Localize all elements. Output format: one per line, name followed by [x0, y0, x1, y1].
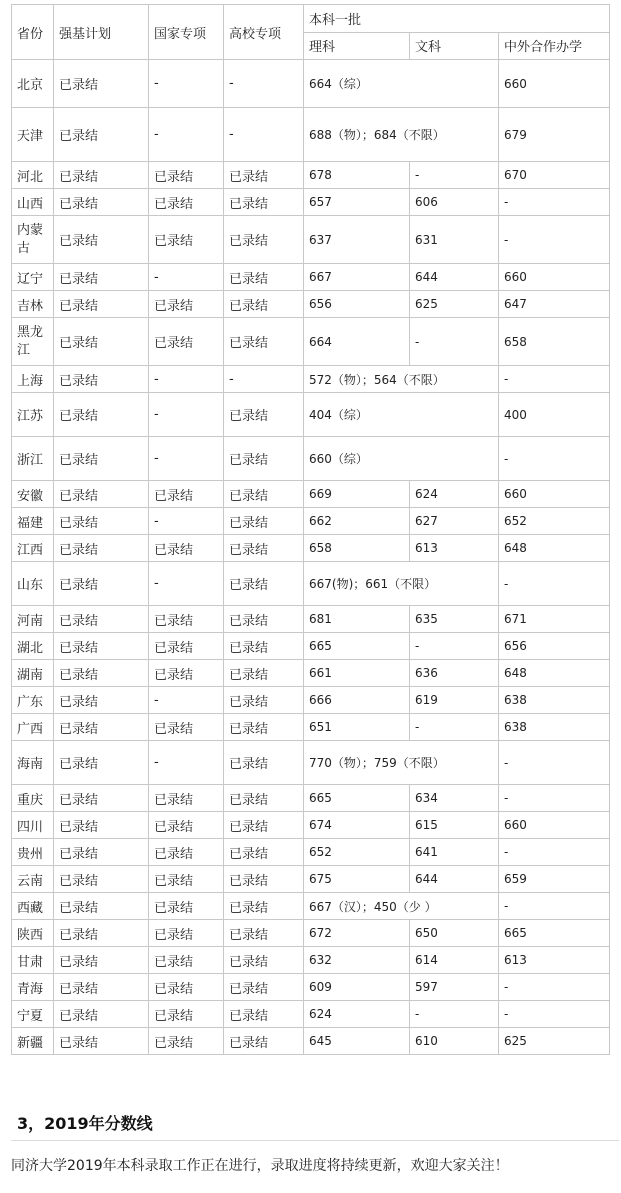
gaoxiao-status-cell: 已录结 — [224, 633, 304, 660]
header-gaoxiao: 高校专项 — [224, 5, 304, 60]
province-cell: 上海 — [12, 366, 54, 393]
zhongwai-score-cell: - — [499, 562, 610, 606]
table-body — [12, 60, 610, 1055]
guojia-status-cell: 已录结 — [149, 216, 224, 264]
province-cell: 山东 — [12, 562, 54, 606]
province-cell: 山西 — [12, 189, 54, 216]
table-row — [12, 318, 610, 366]
gaoxiao-status-cell: 已录结 — [224, 508, 304, 535]
section-divider — [11, 1140, 619, 1141]
qiangji-status-cell: 已录结 — [54, 1001, 149, 1028]
gaoxiao-status-cell: 已录结 — [224, 1001, 304, 1028]
table-row — [12, 437, 610, 481]
like-score-cell: 674 — [304, 812, 410, 839]
zhongwai-score-cell: 652 — [499, 508, 610, 535]
wenke-score-cell: 624 — [410, 481, 499, 508]
table-row — [12, 108, 610, 162]
province-cell: 浙江 — [12, 437, 54, 481]
header-qiangji: 强基计划 — [54, 5, 149, 60]
wenke-score-cell: 627 — [410, 508, 499, 535]
table-row — [12, 839, 610, 866]
guojia-status-cell: 已录结 — [149, 839, 224, 866]
combined-score-cell: 770（物）；759（不限） — [304, 741, 499, 785]
wenke-score-cell: - — [410, 1001, 499, 1028]
guojia-status-cell: 已录结 — [149, 785, 224, 812]
zhongwai-score-cell: - — [499, 839, 610, 866]
qiangji-status-cell: 已录结 — [54, 437, 149, 481]
guojia-status-cell: 已录结 — [149, 1028, 224, 1055]
zhongwai-score-cell: - — [499, 437, 610, 481]
like-score-cell: 656 — [304, 291, 410, 318]
like-score-cell: 651 — [304, 714, 410, 741]
province-cell: 江苏 — [12, 393, 54, 437]
wenke-score-cell: - — [410, 633, 499, 660]
wenke-score-cell: 606 — [410, 189, 499, 216]
guojia-status-cell: 已录结 — [149, 535, 224, 562]
header-guojia: 国家专项 — [149, 5, 224, 60]
qiangji-status-cell: 已录结 — [54, 162, 149, 189]
zhongwai-score-cell: 625 — [499, 1028, 610, 1055]
like-score-cell: 667 — [304, 264, 410, 291]
gaoxiao-status-cell: 已录结 — [224, 291, 304, 318]
zhongwai-score-cell: 660 — [499, 481, 610, 508]
qiangji-status-cell: 已录结 — [54, 1028, 149, 1055]
guojia-status-cell: 已录结 — [149, 291, 224, 318]
zhongwai-score-cell: 648 — [499, 660, 610, 687]
guojia-status-cell: 已录结 — [149, 714, 224, 741]
zhongwai-score-cell: 671 — [499, 606, 610, 633]
guojia-status-cell: - — [149, 366, 224, 393]
province-cell: 天津 — [12, 108, 54, 162]
like-score-cell: 624 — [304, 1001, 410, 1028]
table-row — [12, 606, 610, 633]
gaoxiao-status-cell: 已录结 — [224, 264, 304, 291]
qiangji-status-cell: 已录结 — [54, 785, 149, 812]
qiangji-status-cell: 已录结 — [54, 216, 149, 264]
like-score-cell: 665 — [304, 633, 410, 660]
header-benke-group: 本科一批 — [304, 5, 610, 33]
province-cell: 广东 — [12, 687, 54, 714]
province-cell: 四川 — [12, 812, 54, 839]
zhongwai-score-cell: - — [499, 216, 610, 264]
qiangji-status-cell: 已录结 — [54, 741, 149, 785]
wenke-score-cell: - — [410, 162, 499, 189]
table-row — [12, 481, 610, 508]
qiangji-status-cell: 已录结 — [54, 866, 149, 893]
like-score-cell: 666 — [304, 687, 410, 714]
qiangji-status-cell: 已录结 — [54, 920, 149, 947]
combined-score-cell: 688（物）；684（不限） — [304, 108, 499, 162]
guojia-status-cell: - — [149, 741, 224, 785]
province-cell: 新疆 — [12, 1028, 54, 1055]
gaoxiao-status-cell: 已录结 — [224, 216, 304, 264]
gaoxiao-status-cell: 已录结 — [224, 189, 304, 216]
province-cell: 甘肃 — [12, 947, 54, 974]
wenke-score-cell: 625 — [410, 291, 499, 318]
wenke-score-cell: 619 — [410, 687, 499, 714]
qiangji-status-cell: 已录结 — [54, 687, 149, 714]
gaoxiao-status-cell: 已录结 — [224, 660, 304, 687]
like-score-cell: 675 — [304, 866, 410, 893]
gaoxiao-status-cell: 已录结 — [224, 162, 304, 189]
table-row — [12, 162, 610, 189]
province-cell: 北京 — [12, 60, 54, 108]
province-cell: 内蒙古 — [12, 216, 54, 264]
guojia-status-cell: - — [149, 108, 224, 162]
table-row — [12, 366, 610, 393]
zhongwai-score-cell: 660 — [499, 264, 610, 291]
table-row — [12, 291, 610, 318]
table-row — [12, 714, 610, 741]
gaoxiao-status-cell: - — [224, 60, 304, 108]
gaoxiao-status-cell: 已录结 — [224, 318, 304, 366]
like-score-cell: 632 — [304, 947, 410, 974]
guojia-status-cell: 已录结 — [149, 660, 224, 687]
gaoxiao-status-cell: 已录结 — [224, 1028, 304, 1055]
guojia-status-cell: - — [149, 687, 224, 714]
table-row — [12, 866, 610, 893]
guojia-status-cell: 已录结 — [149, 1001, 224, 1028]
province-cell: 重庆 — [12, 785, 54, 812]
zhongwai-score-cell: 647 — [499, 291, 610, 318]
province-cell: 福建 — [12, 508, 54, 535]
zhongwai-score-cell: 648 — [499, 535, 610, 562]
combined-score-cell: 667（汉）；450（少 ） — [304, 893, 499, 920]
table-row — [12, 947, 610, 974]
table-row — [12, 974, 610, 1001]
table-row — [12, 393, 610, 437]
table-row — [12, 508, 610, 535]
wenke-score-cell: 631 — [410, 216, 499, 264]
wenke-score-cell: 613 — [410, 535, 499, 562]
like-score-cell: 657 — [304, 189, 410, 216]
qiangji-status-cell: 已录结 — [54, 714, 149, 741]
zhongwai-score-cell: - — [499, 741, 610, 785]
zhongwai-score-cell: - — [499, 893, 610, 920]
gaoxiao-status-cell: - — [224, 108, 304, 162]
table-row — [12, 812, 610, 839]
like-score-cell: 672 — [304, 920, 410, 947]
province-cell: 安徽 — [12, 481, 54, 508]
gaoxiao-status-cell: 已录结 — [224, 947, 304, 974]
table-row — [12, 660, 610, 687]
qiangji-status-cell: 已录结 — [54, 508, 149, 535]
province-cell: 陕西 — [12, 920, 54, 947]
like-score-cell: 645 — [304, 1028, 410, 1055]
table-row — [12, 1001, 610, 1028]
guojia-status-cell: 已录结 — [149, 920, 224, 947]
gaoxiao-status-cell: 已录结 — [224, 920, 304, 947]
table-row — [12, 216, 610, 264]
qiangji-status-cell: 已录结 — [54, 812, 149, 839]
table-row — [12, 741, 610, 785]
qiangji-status-cell: 已录结 — [54, 393, 149, 437]
gaoxiao-status-cell: 已录结 — [224, 714, 304, 741]
wenke-score-cell: 614 — [410, 947, 499, 974]
zhongwai-score-cell: - — [499, 189, 610, 216]
province-cell: 吉林 — [12, 291, 54, 318]
table-row — [12, 633, 610, 660]
combined-score-cell: 664（综） — [304, 60, 499, 108]
gaoxiao-status-cell: 已录结 — [224, 481, 304, 508]
zhongwai-score-cell: 660 — [499, 812, 610, 839]
gaoxiao-status-cell: 已录结 — [224, 893, 304, 920]
table-row — [12, 60, 610, 108]
gaoxiao-status-cell: 已录结 — [224, 687, 304, 714]
like-score-cell: 678 — [304, 162, 410, 189]
wenke-score-cell: 641 — [410, 839, 499, 866]
qiangji-status-cell: 已录结 — [54, 60, 149, 108]
guojia-status-cell: 已录结 — [149, 866, 224, 893]
header-wenke: 文科 — [410, 32, 499, 60]
guojia-status-cell: - — [149, 562, 224, 606]
table-row — [12, 189, 610, 216]
zhongwai-score-cell: - — [499, 974, 610, 1001]
gaoxiao-status-cell: 已录结 — [224, 785, 304, 812]
wenke-score-cell: - — [410, 714, 499, 741]
qiangji-status-cell: 已录结 — [54, 189, 149, 216]
like-score-cell: 652 — [304, 839, 410, 866]
gaoxiao-status-cell: 已录结 — [224, 866, 304, 893]
zhongwai-score-cell: 400 — [499, 393, 610, 437]
qiangji-status-cell: 已录结 — [54, 366, 149, 393]
qiangji-status-cell: 已录结 — [54, 606, 149, 633]
wenke-score-cell: 610 — [410, 1028, 499, 1055]
gaoxiao-status-cell: 已录结 — [224, 535, 304, 562]
like-score-cell: 664 — [304, 318, 410, 366]
table-row — [12, 264, 610, 291]
wenke-score-cell: 635 — [410, 606, 499, 633]
like-score-cell: 662 — [304, 508, 410, 535]
wenke-score-cell: 634 — [410, 785, 499, 812]
gaoxiao-status-cell: 已录结 — [224, 839, 304, 866]
like-score-cell: 669 — [304, 481, 410, 508]
guojia-status-cell: - — [149, 437, 224, 481]
combined-score-cell: 660（综） — [304, 437, 499, 481]
combined-score-cell: 404（综） — [304, 393, 499, 437]
table-row — [12, 893, 610, 920]
qiangji-status-cell: 已录结 — [54, 291, 149, 318]
zhongwai-score-cell: - — [499, 785, 610, 812]
guojia-status-cell: 已录结 — [149, 481, 224, 508]
zhongwai-score-cell: 679 — [499, 108, 610, 162]
combined-score-cell: 572（物）；564（不限） — [304, 366, 499, 393]
province-cell: 青海 — [12, 974, 54, 1001]
like-score-cell: 609 — [304, 974, 410, 1001]
guojia-status-cell: 已录结 — [149, 893, 224, 920]
wenke-score-cell: 644 — [410, 264, 499, 291]
like-score-cell: 661 — [304, 660, 410, 687]
guojia-status-cell: 已录结 — [149, 974, 224, 1001]
wenke-score-cell: 650 — [410, 920, 499, 947]
table-row — [12, 920, 610, 947]
combined-score-cell: 667(物)；661（不限） — [304, 562, 499, 606]
like-score-cell: 637 — [304, 216, 410, 264]
province-cell: 贵州 — [12, 839, 54, 866]
admission-score-table — [11, 4, 610, 1055]
qiangji-status-cell: 已录结 — [54, 264, 149, 291]
table-row — [12, 562, 610, 606]
wenke-score-cell: 615 — [410, 812, 499, 839]
gaoxiao-status-cell: 已录结 — [224, 393, 304, 437]
province-cell: 湖南 — [12, 660, 54, 687]
province-cell: 江西 — [12, 535, 54, 562]
table-row — [12, 785, 610, 812]
like-score-cell: 681 — [304, 606, 410, 633]
gaoxiao-status-cell: 已录结 — [224, 562, 304, 606]
zhongwai-score-cell: 613 — [499, 947, 610, 974]
province-cell: 河南 — [12, 606, 54, 633]
province-cell: 海南 — [12, 741, 54, 785]
qiangji-status-cell: 已录结 — [54, 562, 149, 606]
header-zhongwai: 中外合作办学 — [499, 32, 610, 60]
guojia-status-cell: 已录结 — [149, 189, 224, 216]
zhongwai-score-cell: 638 — [499, 687, 610, 714]
guojia-status-cell: - — [149, 60, 224, 108]
qiangji-status-cell: 已录结 — [54, 108, 149, 162]
like-score-cell: 658 — [304, 535, 410, 562]
gaoxiao-status-cell: 已录结 — [224, 741, 304, 785]
gaoxiao-status-cell: 已录结 — [224, 437, 304, 481]
header-province: 省份 — [12, 5, 54, 60]
section-heading: 3，2019年分数线 — [17, 1114, 153, 1133]
zhongwai-score-cell: 670 — [499, 162, 610, 189]
guojia-status-cell: 已录结 — [149, 318, 224, 366]
province-cell: 辽宁 — [12, 264, 54, 291]
wenke-score-cell: 636 — [410, 660, 499, 687]
province-cell: 广西 — [12, 714, 54, 741]
province-cell: 宁夏 — [12, 1001, 54, 1028]
zhongwai-score-cell: - — [499, 1001, 610, 1028]
table-row — [12, 1028, 610, 1055]
province-cell: 西藏 — [12, 893, 54, 920]
guojia-status-cell: 已录结 — [149, 812, 224, 839]
guojia-status-cell: - — [149, 264, 224, 291]
qiangji-status-cell: 已录结 — [54, 535, 149, 562]
qiangji-status-cell: 已录结 — [54, 839, 149, 866]
province-cell: 湖北 — [12, 633, 54, 660]
guojia-status-cell: - — [149, 508, 224, 535]
zhongwai-score-cell: 658 — [499, 318, 610, 366]
zhongwai-score-cell: 656 — [499, 633, 610, 660]
qiangji-status-cell: 已录结 — [54, 660, 149, 687]
zhongwai-score-cell: 660 — [499, 60, 610, 108]
gaoxiao-status-cell: 已录结 — [224, 974, 304, 1001]
wenke-score-cell: - — [410, 318, 499, 366]
qiangji-status-cell: 已录结 — [54, 893, 149, 920]
guojia-status-cell: 已录结 — [149, 606, 224, 633]
zhongwai-score-cell: 638 — [499, 714, 610, 741]
guojia-status-cell: 已录结 — [149, 162, 224, 189]
gaoxiao-status-cell: 已录结 — [224, 812, 304, 839]
province-cell: 云南 — [12, 866, 54, 893]
qiangji-status-cell: 已录结 — [54, 947, 149, 974]
guojia-status-cell: - — [149, 393, 224, 437]
zhongwai-score-cell: 665 — [499, 920, 610, 947]
zhongwai-score-cell: - — [499, 366, 610, 393]
guojia-status-cell: 已录结 — [149, 633, 224, 660]
header-like: 理科 — [304, 32, 410, 60]
province-cell: 黑龙江 — [12, 318, 54, 366]
wenke-score-cell: 597 — [410, 974, 499, 1001]
admission-notice: 同济大学2019年本科录取工作正在进行，录取进度将持续更新，欢迎大家关注！ — [11, 1158, 509, 1174]
qiangji-status-cell: 已录结 — [54, 318, 149, 366]
zhongwai-score-cell: 659 — [499, 866, 610, 893]
qiangji-status-cell: 已录结 — [54, 633, 149, 660]
table-row — [12, 687, 610, 714]
qiangji-status-cell: 已录结 — [54, 481, 149, 508]
table-row — [12, 535, 610, 562]
province-cell: 河北 — [12, 162, 54, 189]
like-score-cell: 665 — [304, 785, 410, 812]
gaoxiao-status-cell: - — [224, 366, 304, 393]
gaoxiao-status-cell: 已录结 — [224, 606, 304, 633]
qiangji-status-cell: 已录结 — [54, 974, 149, 1001]
guojia-status-cell: 已录结 — [149, 947, 224, 974]
wenke-score-cell: 644 — [410, 866, 499, 893]
